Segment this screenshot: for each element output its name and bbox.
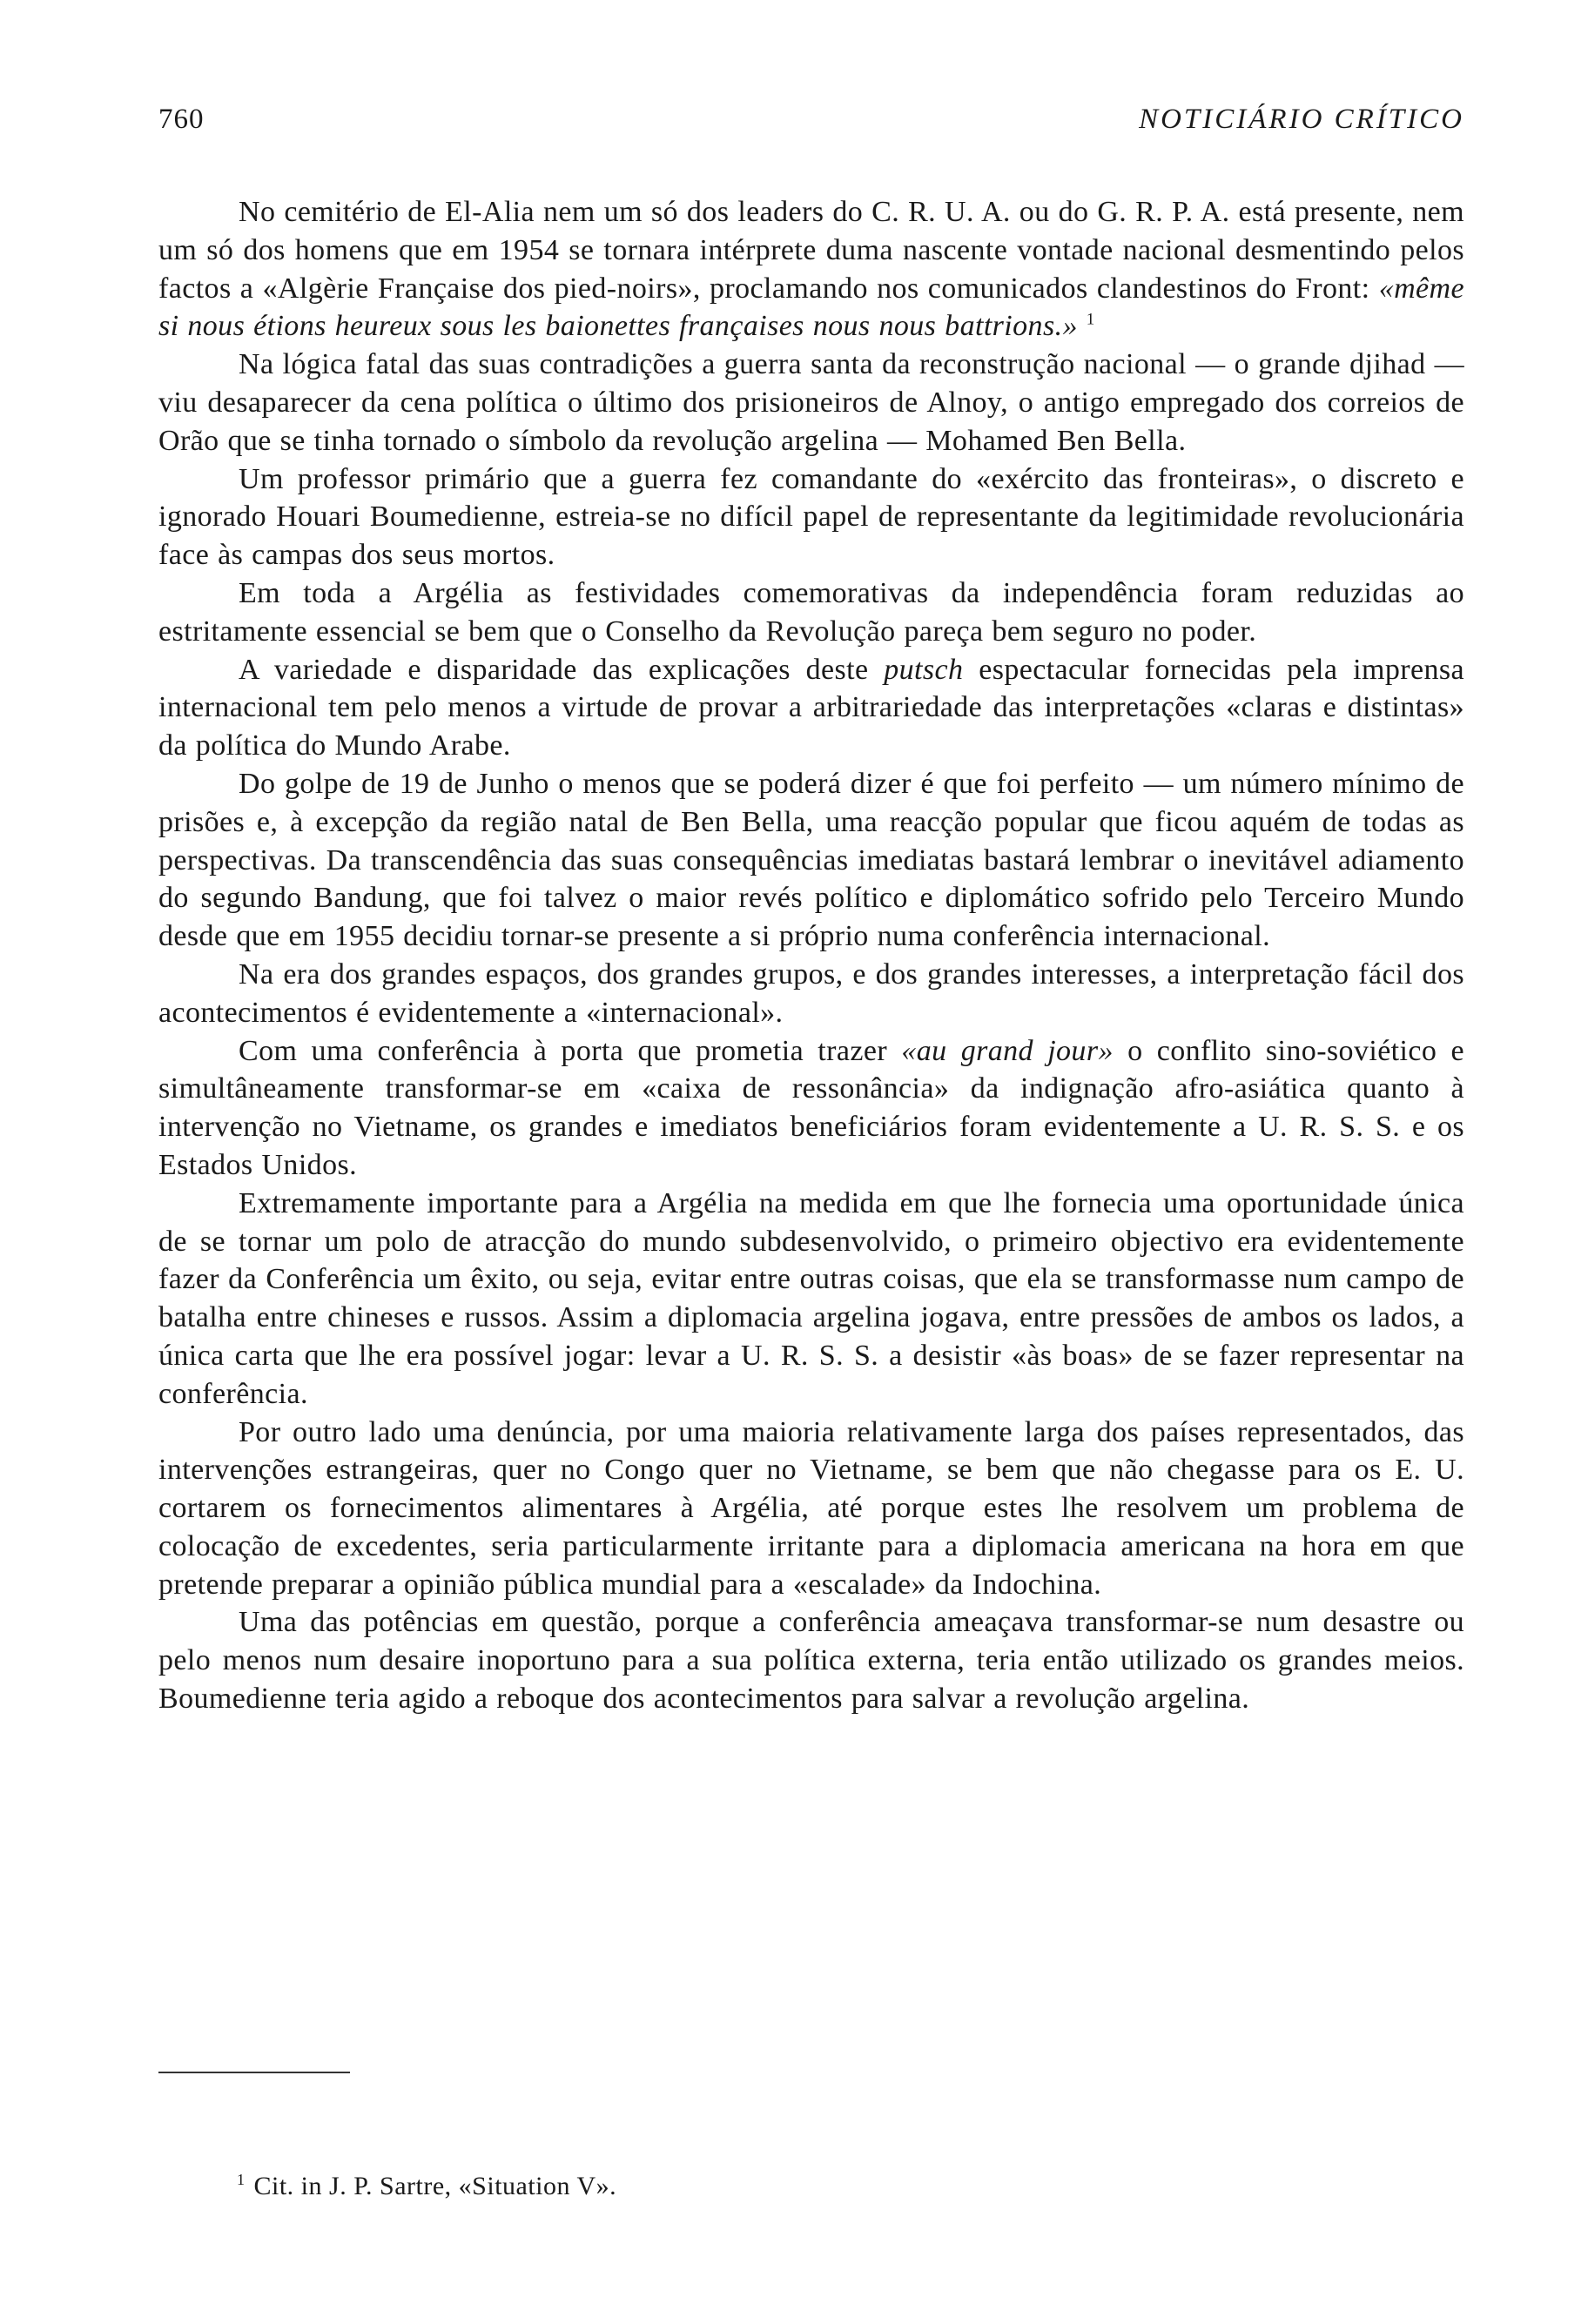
paragraph-text (1078, 310, 1087, 342)
paragraph (158, 1185, 1464, 1414)
footnote-reference: 1 (1086, 311, 1095, 330)
page-number: 760 (158, 104, 205, 135)
paragraph-text: Uma das potências em questão, porque a conferência ameaçava transformar-se num desastre ou pelo menos num desaire inoportuno para a sua política externa, teria então utilizado os grandes meios. Boumedienne teria agido a reboque dos acontecimentos para salvar a revolução argelina. (158, 1606, 1464, 1716)
footnote (237, 2169, 616, 2204)
paragraph (158, 346, 1464, 460)
footnote-divider (158, 2072, 350, 2073)
paragraph (158, 460, 1464, 574)
paragraph-text: A variedade e disparidade das explicações deste (239, 653, 885, 686)
running-head (158, 97, 1464, 141)
paragraph (158, 1603, 1464, 1717)
italic-phrase: «au grand jour» (901, 1034, 1114, 1067)
paragraph-text: Por outro lado uma denúncia, por uma maioria relativamente larga dos países representados, das intervenções estrangeiras, quer no Congo quer no Vietname, se bem que não chegasse para os E. U. cortarem os fornecimentos alimentares à Argélia, até porque estes lhe resolvem um problema de colocação de excedentes, seria particularmente irritante para a diplomacia americana na hora em que pretende preparar a opinião pública mundial para a «escalade» da Indochina. (158, 1415, 1464, 1601)
article-body (158, 193, 1464, 1718)
paragraph (158, 1032, 1464, 1185)
paragraph-text: Extremamente importante para a Argélia na medida em que lhe fornecia uma oportunidade única de se tornar um polo de atracção do mundo subdesenvolvido, o primeiro objectivo era evidentemente fazer da Conferência um êxito, ou seja, evitar entre outras coisas, que ela se transformasse num campo de batalha entre chineses e russos. Assim a diplomacia argelina jogava, entre pressões de ambos os lados, a única carta que lhe era possível jogar: levar a U. R. S. S. a desistir «às boas» de se fazer representar na conferência. (158, 1186, 1464, 1410)
paragraph-text: Na era dos grandes espaços, dos grandes grupos, e dos grandes interesses, a interpretação fácil dos acontecimentos é evidentemente a «internacional». (158, 957, 1464, 1029)
paragraph-text: Do golpe de 19 de Junho o menos que se poderá dizer é que foi perfeito — um número mínimo de prisões e, à excepção da região natal de Ben Bella, uma reacção popular que ficou aquém de todas as perspectivas. Da transcendência das suas consequências imediatas bastará lembrar o inevitável adiamento do segundo Bandung, que foi talvez o maior revés político e diplomático sofrido pelo Terceiro Mundo desde que em 1955 decidiu tornar-se presente a si próprio numa conferência internacional. (158, 767, 1464, 953)
paragraph-text: No cemitério de El-Alia nem um só dos leaders do C. R. U. A. ou do G. R. P. A. está presente, nem um só dos homens que em 1954 se tornara intérprete duma nascente vontade nacional desmentindo pelos factos a «Algèrie Française dos pied-noirs», proclamando nos comunicados clandestinos do Front: (158, 196, 1464, 305)
paragraph-text: o conflito sino-soviético e simultâneamente transformar-se em «caixa de ressonância» da indignação afro-asiática quanto à intervenção no Vietname, os grandes e imediatos beneficiários foram evidentemente a U. R. S. S. e os Estados Unidos. (158, 1034, 1464, 1181)
paragraph (158, 956, 1464, 1032)
footnote-mark: 1 (237, 2171, 246, 2188)
italic-phrase: «même si nous étions heureux sous les baionettes françaises nous nous battrions.» (158, 272, 1464, 343)
italic-phrase: putsch (884, 653, 964, 686)
paragraph-text: Na lógica fatal das suas contradições a guerra santa da reconstrução nacional — o grande djihad — viu desaparecer da cena política o último dos prisioneiros de Alnoy, o antigo empregado dos correios de Orão que se tinha tornado o símbolo da revolução argelina — Mohamed Ben Bella. (158, 348, 1464, 457)
paragraph-text: Um professor primário que a guerra fez comandante do «exército das fronteiras», o discreto e ignorado Houari Boumedienne, estreia-se no difícil papel de representante da legitimidade revolucionária face às campas dos seus mortos. (158, 462, 1464, 572)
paragraph (158, 1414, 1464, 1604)
paragraph (158, 193, 1464, 346)
paragraph (158, 765, 1464, 956)
paragraph (158, 574, 1464, 651)
paragraph-text: Com uma conferência à porta que prometia trazer (239, 1034, 902, 1067)
paragraph (158, 651, 1464, 765)
journal-title: NOTICIÁRIO CRÍTICO (1139, 104, 1464, 135)
paragraph-text: Em toda a Argélia as festividades comemorativas da independência foram reduzidas ao estritamente essencial se bem que o Conselho da Revolução pareça bem seguro no poder. (158, 576, 1464, 648)
paragraph-text: espectacular fornecidas pela imprensa internacional tem pelo menos a virtude de provar a arbitrariedade das interpretações «claras e distintas» da política do Mundo Arabe. (158, 653, 1464, 762)
footnote-text: Cit. in J. P. Sartre, «Situation V». (253, 2172, 617, 2200)
